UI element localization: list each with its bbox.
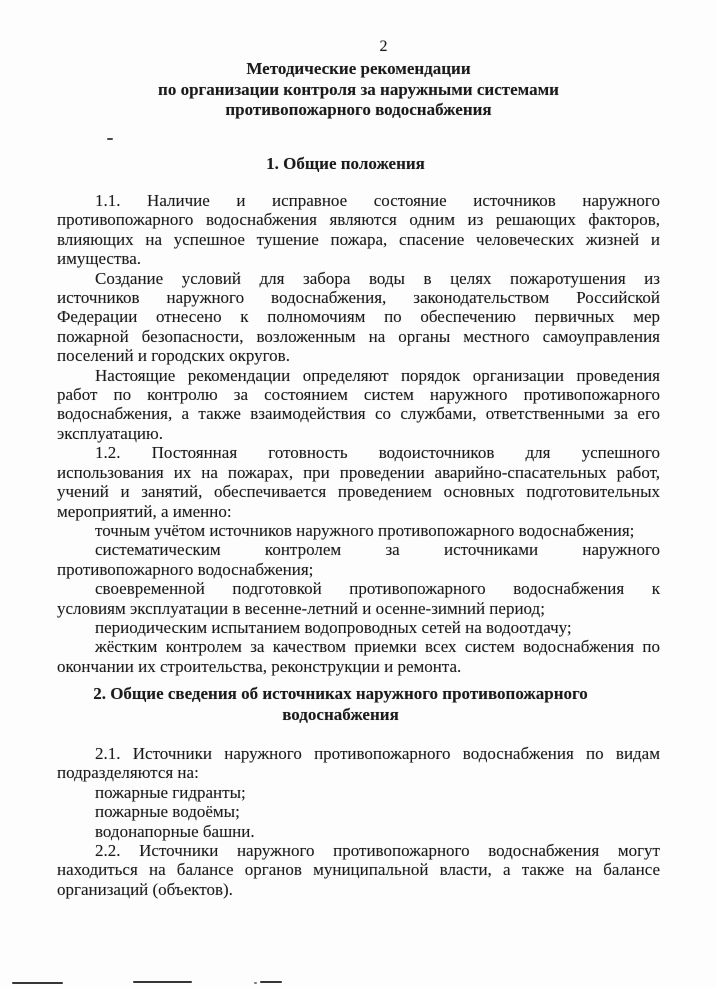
text-line: водонапорные башни. [95, 821, 255, 841]
footer-mark [260, 981, 282, 983]
text-line: точным учётом источников наружного противопожарного водоснабжения; [95, 520, 635, 540]
text-line: организаций (объектов). [57, 879, 233, 899]
title-line: противопожарного водоснабжения [225, 100, 492, 119]
text-line: 1.1. Наличие и исправное состояние источников наружного [95, 191, 660, 210]
text-line: Создание условий для забора воды в целях пожаротушения из [95, 268, 660, 288]
title-line: по организации контроля за наружными системами [158, 79, 559, 99]
text-line: окончании их строительства, реконструкции и ремонта. [57, 656, 462, 676]
text-line: систематическим контролем за источниками наружного [95, 540, 660, 560]
title-line: Методические рекомендации [246, 59, 471, 78]
text-line: пожарные водоёмы; [95, 802, 240, 822]
text-line: Настоящие рекомендации определяют порядок организации проведения [95, 365, 660, 385]
text-line: находиться на балансе органов муниципальной власти, а также на балансе [57, 860, 660, 880]
text-line: периодическим испытанием водопроводных сетей на водоотдачу; [95, 617, 572, 637]
text-line: 1.2. Постоянная готовность водоисточников для успешного [95, 443, 660, 463]
text-line: своевременной подготовкой противопожарного водоснабжения к [95, 579, 660, 599]
section-1-heading [44, 154, 647, 175]
text-line: жёстким контролем за качеством приемки всех систем водоснабжения по [95, 637, 660, 657]
text-line: Федерации отнесено к полномочиям по обеспечению первичных мер [57, 307, 660, 327]
footer-mark [254, 982, 257, 984]
text-line: учений и занятий, обеспечивается проведением основных подготовительных [57, 482, 660, 502]
text-line: противопожарного водоснабжения являются одним из решающих факторов, [57, 210, 660, 230]
text-line: мероприятий, а именно: [57, 501, 232, 521]
document-title [57, 59, 660, 121]
text-line: пожарной безопасности, возложенным на органы местного самоуправления [57, 326, 660, 346]
page-number: 2 [379, 38, 388, 55]
text-line: имущества. [57, 249, 141, 269]
section-1-body [57, 191, 660, 676]
footer-mark [12, 982, 63, 984]
text-line: поселений и городских округов. [57, 346, 290, 366]
text-line: влияющих на успешное тушение пожара, спасение человеческих жизней и [57, 229, 660, 249]
section-2-body [57, 744, 660, 899]
footer-mark [133, 981, 192, 983]
section-heading-line: 2. Общие сведения об источниках наружного противопожарного [93, 684, 588, 703]
text-line: условиям эксплуатации в весенне-летний и осенне-зимний период; [57, 598, 545, 618]
text-line: пожарные гидранты; [95, 782, 246, 802]
text-line: эксплуатацию. [57, 423, 163, 443]
text-line: 2.2. Источники наружного противопожарного водоснабжения могут [95, 841, 660, 861]
text-line: подразделяются на: [57, 763, 199, 783]
section-heading-line: 1. Общие положения [266, 154, 425, 173]
text-line: противопожарного водоснабжения; [57, 559, 314, 579]
text-line: источников наружного водоснабжения, законодательством Российской [57, 288, 660, 308]
text-line: использования их на пожарах, при проведении аварийно-спасательных работ, [57, 462, 660, 482]
section-2-heading [39, 684, 642, 725]
text-line: работ по контролю за состоянием систем наружного противопожарного [57, 385, 660, 405]
section-heading-line: водоснабжения [282, 704, 399, 724]
stray-pen-mark [107, 138, 113, 140]
text-line: водоснабжения, а также взаимодействия со службами, ответственными за его [57, 404, 660, 424]
text-line: 2.1. Источники наружного противопожарного водоснабжения по видам [95, 744, 660, 763]
